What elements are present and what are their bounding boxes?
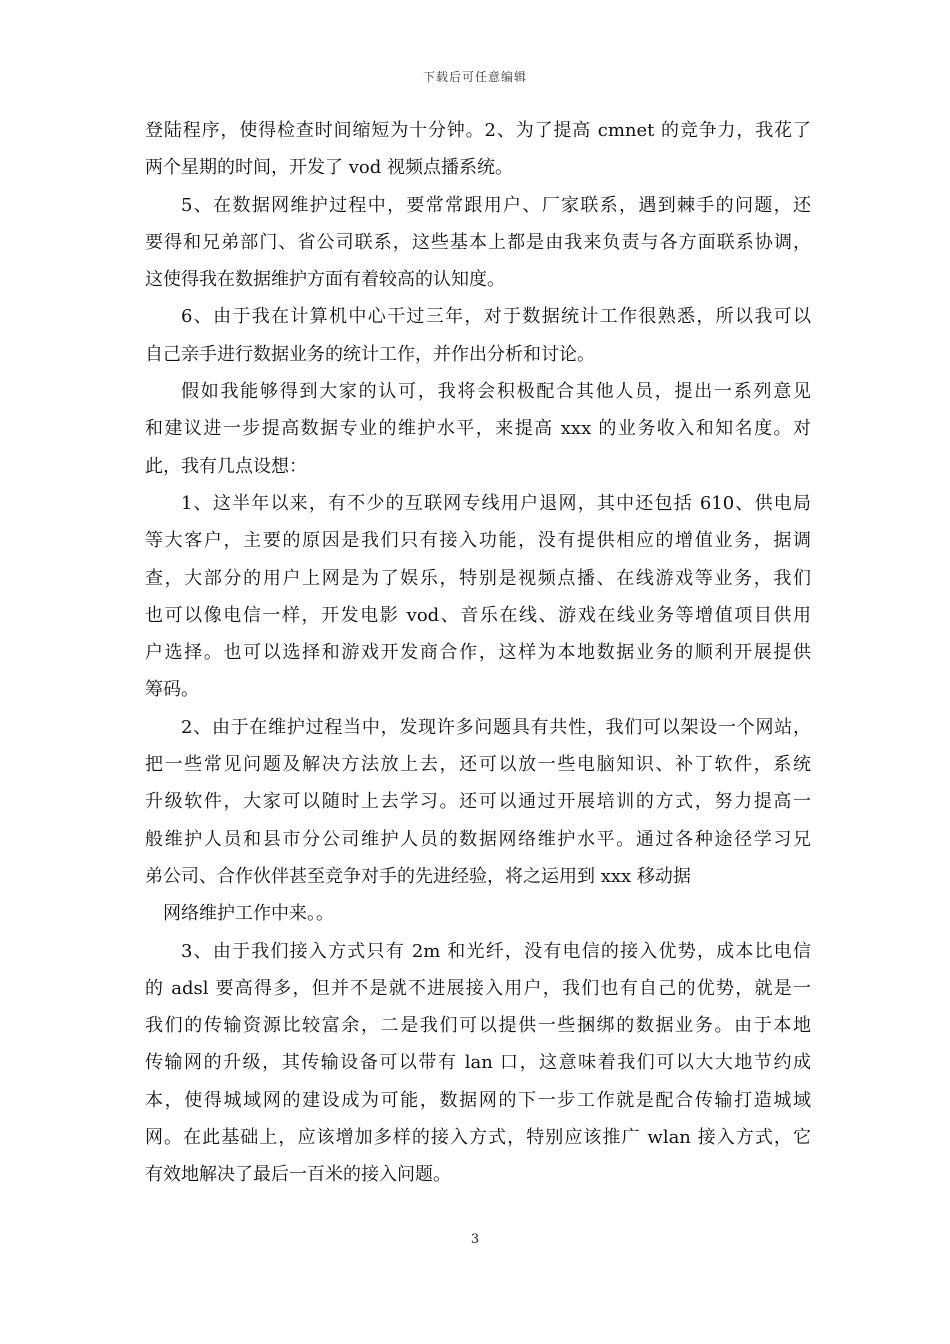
text-line: 自己亲手进行数据业务的统计工作，并作出分析和讨论。	[145, 343, 595, 365]
text-line: 也可以像电信一样，开发电影 vod、音乐在线、游戏在线业务等增值项目供用	[145, 604, 811, 626]
text-line: 传输网的升级，其传输设备可以带有 lan 口，这意味着我们可以大大地节约成	[145, 1052, 811, 1074]
text-line: 的 adsl 要高得多，但并不是就不进展接入用户，我们也有自己的优势，就是一	[145, 977, 811, 999]
text-line: 本，使得城域网的建设成为可能，数据网的下一步工作就是配合传输打造城域	[145, 1089, 811, 1111]
text-line: 假如我能够得到大家的认可，我将会积极配合其他人员，提出一系列意见	[181, 381, 811, 403]
text-line: 网。在此基础上，应该增加多样的接入方式，特别应该推广 wlan 接入方式，它	[145, 1127, 811, 1149]
page-header: 下载后可任意编辑	[422, 70, 527, 84]
text-line: 升级软件，大家可以随时上去学习。还可以通过开展培训的方式，努力提高一	[145, 791, 811, 813]
text-line: 等大客户，主要的原因是我们只有接入功能，没有提供相应的增值业务，据调	[145, 530, 811, 552]
text-line: 1、这半年以来，有不少的互联网专线用户退网，其中还包括 610、供电局	[181, 492, 811, 514]
text-line: 网络维护工作中来。。	[163, 903, 334, 925]
text-line: 有效地解决了最后一百米的接入问题。	[145, 1164, 451, 1186]
text-line: 筹码。	[145, 679, 199, 701]
text-line: 把一些常见问题及解决方法放上去，还可以放一些电脑知识、补丁软件，系统	[145, 754, 811, 776]
text-line: 2、由于在维护过程当中，发现许多问题具有共性，我们可以架设一个网站，	[181, 716, 811, 738]
page-number: 3	[470, 1232, 480, 1247]
text-line: 我们的传输资源比较富余，二是我们可以提供一些捆绑的数据业务。由于本地	[145, 1015, 811, 1037]
text-line: 和建议进一步提高数据专业的维护水平，来提高 xxx 的业务收入和知名度。对	[145, 418, 811, 440]
text-line: 查，大部分的用户上网是为了娱乐，特别是视频点播、在线游戏等业务，我们	[145, 567, 811, 589]
text-line: 此，我有几点设想：	[145, 455, 307, 477]
text-line: 登陆程序，使得检查时间缩短为十分钟。2、为了提高 cmnet 的竞争力，我花了	[145, 120, 811, 141]
text-line: 两个星期的时间，开发了 vod 视频点播系统。	[145, 157, 513, 179]
text-line: 要得和兄弟部门、省公司联系，这些基本上都是由我来负责与各方面联系协调，	[145, 231, 811, 253]
text-line: 般维护人员和县市分公司维护人员的数据网络维护水平。通过各种途径学习兄	[145, 828, 811, 850]
text-line: 5、在数据网维护过程中，要常常跟用户、厂家联系，遇到棘手的问题，还	[181, 194, 811, 216]
text-line: 弟公司、合作伙伴甚至竞争对手的先进经验，将之运用到 xxx 移动据	[145, 865, 691, 887]
document-body	[145, 112, 811, 1194]
text-line: 6、由于我在计算机中心干过三年，对于数据统计工作很熟悉，所以我可以	[181, 306, 811, 328]
text-line: 3、由于我们接入方式只有 2m 和光纤，没有电信的接入优势，成本比电信	[181, 940, 811, 962]
text-line: 这使得我在数据维护方面有着较高的认知度。	[145, 269, 505, 291]
text-line: 户选择。也可以选择和游戏开发商合作，这样为本地数据业务的顺利开展提供	[145, 642, 811, 664]
